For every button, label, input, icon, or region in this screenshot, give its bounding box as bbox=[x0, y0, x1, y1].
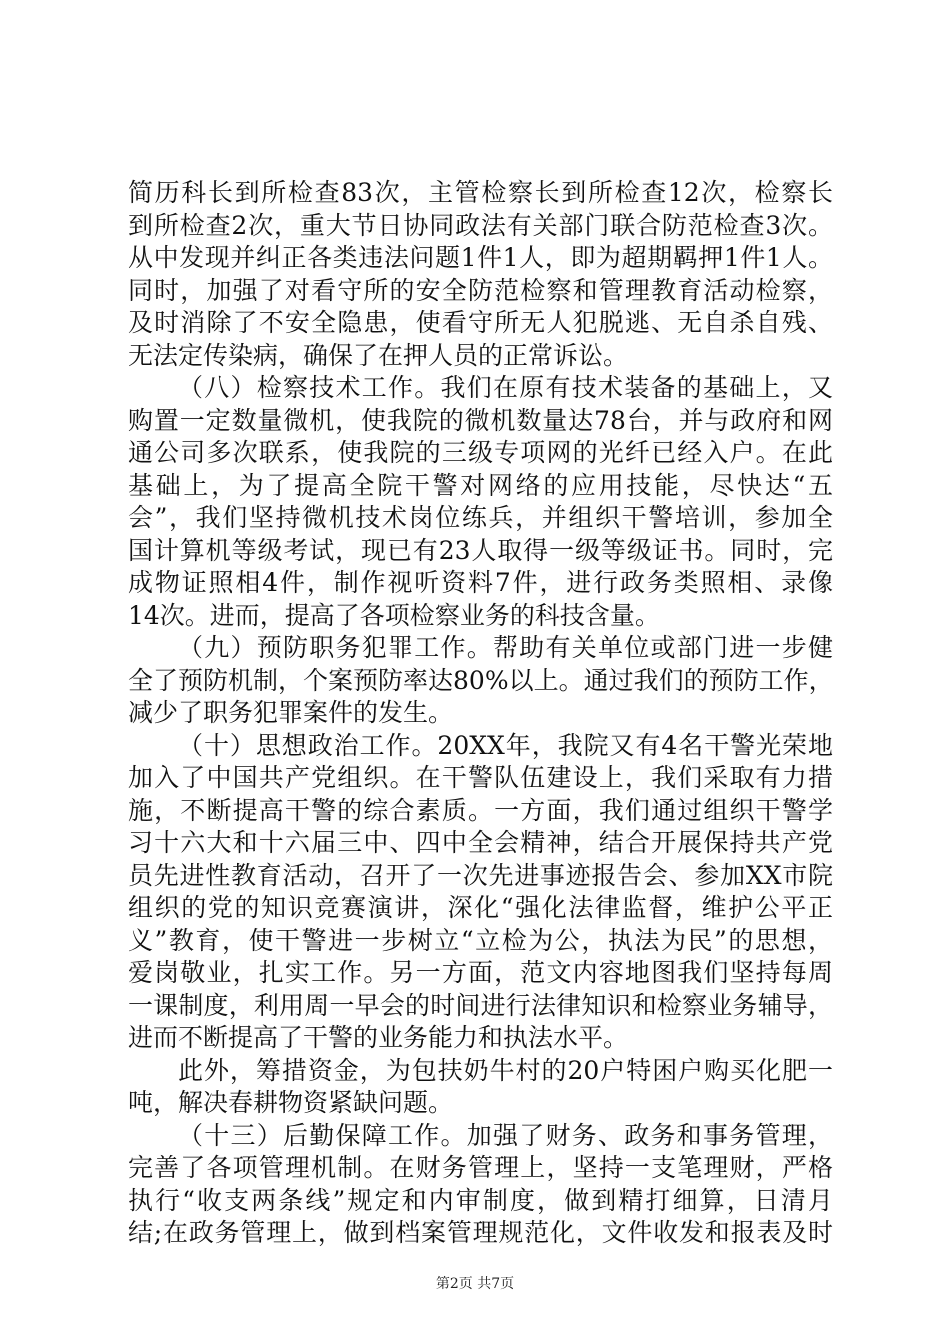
text-line: 同时，加强了对看守所的安全防范检察和管理教育活动检察， bbox=[128, 275, 833, 305]
text-line: 购置一定数量微机，使我院的微机数量达78台，并与政府和网 bbox=[128, 405, 833, 435]
paragraph-start-line: （九）预防职务犯罪工作。帮助有关单位或部门进一步健 bbox=[178, 633, 833, 662]
text-line: 减少了职务犯罪案件的发生。 bbox=[128, 698, 454, 727]
text-line: 施，不断提高干警的综合素质。一方面，我们通过组织干警学 bbox=[128, 795, 833, 825]
paragraph-start-line: （十）思想政治工作。20XX年，我院又有4名干警光荣地 bbox=[178, 730, 833, 760]
text-line: 无法定传染病，确保了在押人员的正常诉讼。 bbox=[128, 340, 629, 370]
text-line: 习十六大和十六届三中、四中全会精神，结合开展保持共产党 bbox=[128, 828, 833, 857]
text-line: 吨，解决春耕物资紧缺问题。 bbox=[128, 1088, 454, 1117]
text-line: 会”，我们坚持微机技术岗位练兵，并组织干警培训，参加全 bbox=[128, 503, 833, 532]
text-line: 基础上，为了提高全院干警对网络的应用技能，尽快达“五 bbox=[128, 470, 833, 500]
paragraph-start-line: （八）检察技术工作。我们在原有技术装备的基础上，又 bbox=[178, 373, 833, 402]
text-line: 一课制度，利用周一早会的时间进行法律知识和检察业务辅导， bbox=[128, 990, 833, 1020]
text-line: 组织的党的知识竞赛演讲，深化“强化法律监督，维护公平正 bbox=[128, 893, 833, 922]
text-line: 义”教育，使干警进一步树立“立检为公，执法为民”的思想， bbox=[128, 925, 833, 955]
text-line: 员先进性教育活动，召开了一次先进事迹报告会、参加XX市院 bbox=[128, 860, 833, 890]
document-body bbox=[128, 177, 833, 1250]
text-line: 到所检查2次，重大节日协同政法有关部门联合防范检查3次。 bbox=[128, 210, 833, 240]
text-line: 加入了中国共产党组织。在干警队伍建设上，我们采取有力措 bbox=[128, 763, 833, 792]
text-line: 国计算机等级考试，现已有23人取得一级等级证书。同时，完 bbox=[128, 535, 833, 565]
text-line: 14次。进而，提高了各项检察业务的科技含量。 bbox=[128, 600, 660, 630]
text-line: 简历科长到所检查83次，主管检察长到所检查12次，检察长 bbox=[128, 178, 833, 207]
text-line: 及时消除了不安全隐患，使看守所无人犯脱逃、无自杀自残、 bbox=[128, 308, 833, 337]
text-line: 结;在政务管理上，做到档案管理规范化，文件收发和报表及时 bbox=[128, 1218, 833, 1247]
paragraph-start-line: （十三）后勤保障工作。加强了财务、政务和事务管理， bbox=[178, 1120, 833, 1150]
text-line: 通公司多次联系，使我院的三级专项网的光纤已经入户。在此 bbox=[128, 438, 833, 467]
text-line: 成物证照相4件，制作视听资料7件，进行政务类照相、录像 bbox=[128, 568, 833, 597]
text-line: 全了预防机制，个案预防率达80%以上。通过我们的预防工作， bbox=[128, 665, 834, 695]
text-line: 执行“收支两条线”规定和内审制度，做到精打细算，日清月 bbox=[128, 1185, 833, 1215]
text-line: 爱岗敬业，扎实工作。另一方面，范文内容地图我们坚持每周 bbox=[128, 958, 833, 987]
page-number-footer: 第2页 共7页 bbox=[435, 1276, 515, 1292]
text-line: 进而不断提高了干警的业务能力和执法水平。 bbox=[128, 1023, 629, 1052]
paragraph-start-line: 此外，筹措资金，为包扶奶牛村的20户特困户购买化肥一 bbox=[178, 1055, 833, 1085]
text-line: 从中发现并纠正各类违法问题1件1人，即为超期羁押1件1人。 bbox=[128, 243, 833, 272]
text-line: 完善了各项管理机制。在财务管理上，坚持一支笔理财，严格 bbox=[128, 1153, 833, 1182]
